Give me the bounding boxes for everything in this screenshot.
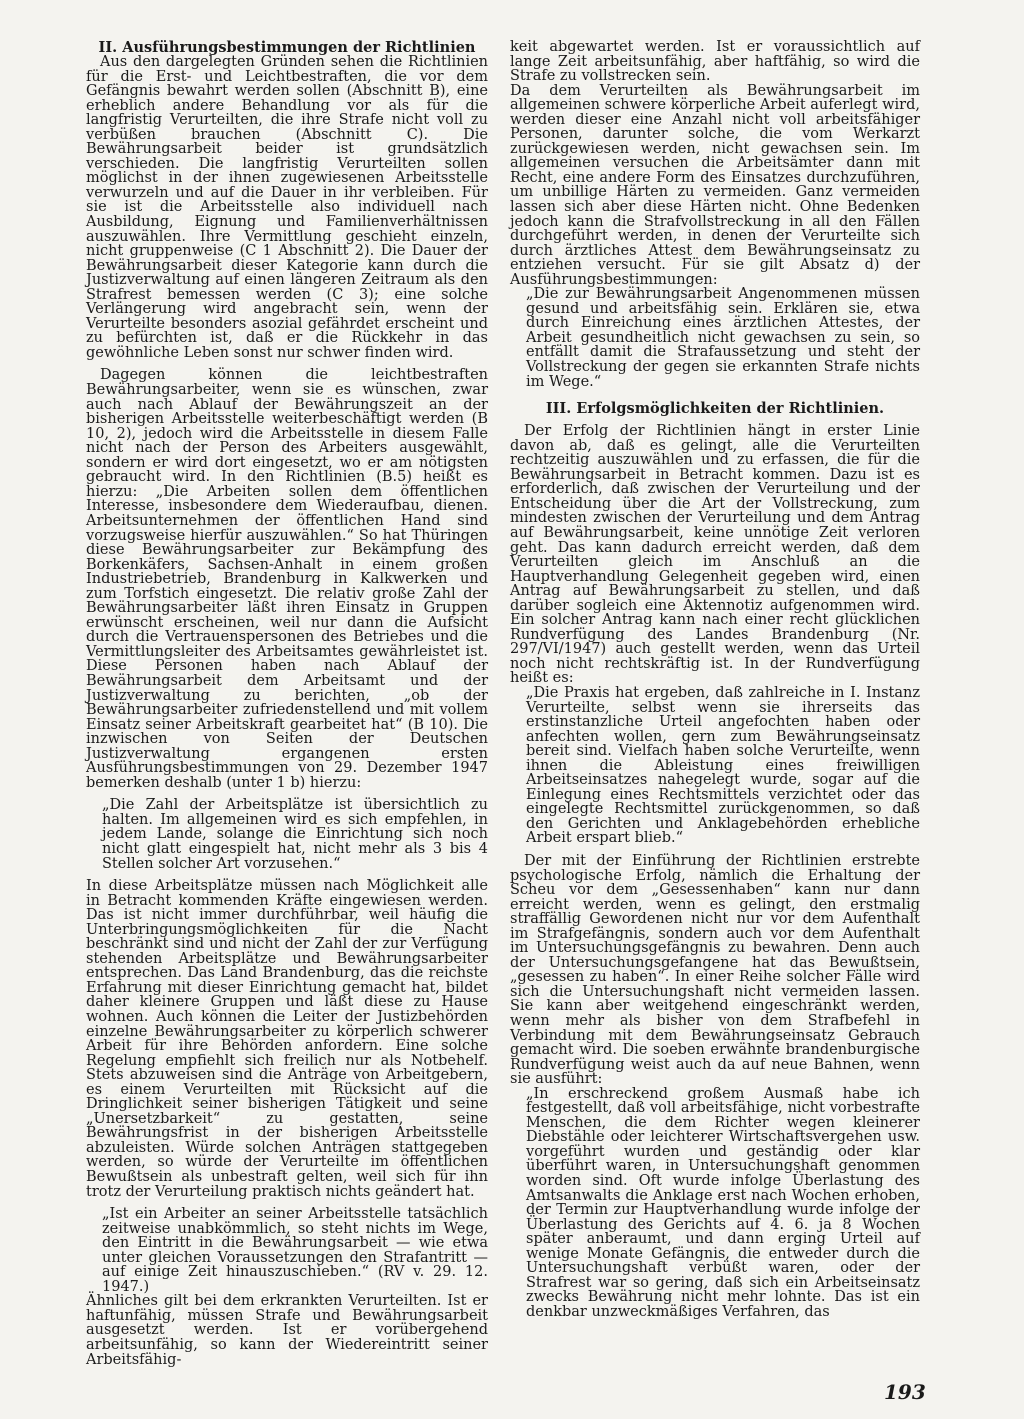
paragraph: keit abgewartet werden. Ist er voraussichtlich auf lange Zeit arbeitsunfähig, aber haftfähig, so wird die Strafe zu vollstrecken sein. [510,39,920,85]
paragraph: Der Erfolg der Richtlinien hängt in erster Linie davon ab, daß es gelingt, alle die Verurteilten rechtzeitig auszuwählen und zu erfassen, die für die Bewährungsarbeit in Betracht kommen. Dazu ist es erforderlich, daß zwischen der Verurteilung und der Entscheidung über die Art der Vollstreckung, zum mindesten zwischen der Verurteilung und dem Antrag auf Bewährungsarbeit, keine unnötige Zeit verloren geht. Das kann dadurch erreicht werden, daß dem Verurteilten gleich im Anschluß an die Hauptverhandlung Gelegenheit gegeben wird, einen Antrag auf Bewährungsarbeit zu stellen, und daß darüber sogleich eine Aktennotiz aufgenommen wird. Ein solcher Antrag kann nach einer recht glücklichen Rundverfügung des Landes Brandenburg (Nr. 297/VI/1947) auch gestellt werden, wenn das Urteil noch nicht rechtskräftig ist. In der Rundverfügung heißt es: [510,423,920,687]
block-quote: „In erschreckend großem Ausmaß habe ich festgestellt, daß voll arbeitsfähige, nicht vorbestrafte Menschen, die dem Richter wegen kleinerer Diebstähle oder leichterer Wirtschaftsvergehen usw. vorgeführt wurden und geständig oder klar überführt waren, in Untersuchungshaft genommen worden sind. Oft wurde infolge Überlastung des Amtsanwalts die Anklage erst nach Wochen erhoben, der Termin zur Hauptverhandlung wurde infolge der Überlastung des Gerichts auf 4. 6. ja 8 Wochen später anberaumt, und dann erging Urteil auf wenige Monate Gefängnis, die entweder durch die Untersuchungshaft verbüßt waren, oder der Strafrest war so gering, daß sich ein Arbeitseinsatz zwecks Bewährung nicht mehr lohnte. Das ist ein denkbar unzweckmäßiges Verfahren, das [526,1085,920,1320]
paragraph: Der mit der Einführung der Richtlinien erstrebte psychologische Erfolg, nämlich die Erhaltung der Scheu vor dem „Gesessenhaben“ kann nur dann erreicht werden, wenn es gelingt, den erstmalig straffällig Gewordenen nicht nur vor dem Aufenthalt im Strafgefängnis, sondern auch vor dem Aufenthalt im Untersuchungsgefängnis zu bewahren. Denn auch der Untersuchungsgefangene hat das Bewußtsein, „gesessen zu haben“. In einer Reihe solcher Fälle wird sich die Untersuchungshaft nicht vermeiden lassen. Sie kann aber weitgehend eingeschränkt werden, wenn mehr als bisher von dem Strafbefehl in Verbindung mit dem Bewährungseinsatz Gebrauch gemacht wird. Die soeben erwähnte brandenburgische Rundverfügung weist auch da auf neue Bahnen, wenn sie ausführt: [510,852,920,1088]
section-heading-iii: III. Erfolgsmöglichkeiten der Richtlinien. [545,400,885,418]
paragraph: In diese Arbeitsplätze müssen nach Möglichkeit alle in Betracht kommenden Kräfte eingewiesen werden. Das ist nicht immer durchführbar, weil häufig die Unterbringungsmöglichkeiten für die Nacht beschränkt sind und nicht der Zahl der zur Verfügung stehenden Arbeitsplätze und Bewährungsarbeiter entsprechen. Das Land Brandenburg, das die reichste Erfahrung mit dieser Einrichtung gemacht hat, bildet daher kleinere Gruppen und läßt diese zu Hause wohnen. Auch können die Leiter der Justizbehörden einzelne Bewährungsarbeiter zu körperlich schwerer Arbeit für ihre Behörden anfordern. Eine solche Regelung empfiehlt sich freilich nur als Notbehelf. Stets abzuweisen sind die Anträge von Arbeitgebern, es einem Verurteilten mit Rücksicht auf die Dringlichkeit seiner bisherigen Tätigkeit und seine „Unersetzbarkeit“ zu gestatten, seine Bewährungsfrist in der bisherigen Arbeitsstelle abzuleisten. Würde solchen Anträgen stattgegeben werden, so würde der Verurteilte im öffentlichen Bewußtsein als unbestraft gelten, weil sich für ihn trotz der Verurteilung praktisch nichts geändert hat. [86,878,488,1200]
left-column [86,40,488,1367]
paragraph: Ähnliches gilt bei dem erkrankten Verurteilten. Ist er haftunfähig, müssen Strafe und Bewährungsarbeit ausgesetzt werden. Ist er vorübergehend arbeitsunfähig, so kann der Wiedereintritt seiner Arbeitsfähig- [86,1293,488,1368]
block-quote: „Die Praxis hat ergeben, daß zahlreiche in I. Instanz Verurteilte, selbst wenn sie ihrerseits das erstinstanzliche Urteil angefochten haben oder anfechten wollen, gern zum Bewährungseinsatz bereit sind. Vielfach haben solche Verurteilte, wenn ihnen die Ableistung eines freiwilligen Arbeitseinsatzes nahegelegt wurde, sogar auf die Einlegung eines Rechtsmittels verzichtet oder das eingelegte Rechtsmittel zurückgenommen, so daß den Gerichten und Anklagebehörden erhebliche Arbeit erspart blieb.“ [526,684,920,847]
page-number: 193 [884,1380,926,1404]
paragraph: Aus den dargelegten Gründen sehen die Richtlinien für die Erst- und Leichtbestraften, die vor dem Gefängnis bewahrt werden sollen (Abschnitt B), eine erheblich andere Behandlung vor als für die langfristig Verurteilten, die ihre Strafe nicht voll zu verbüßen brauchen (Abschnitt C). Die Bewährungsarbeit beider ist grundsätzlich verschieden. Die langfristig Verurteilten sollen möglichst in der ihnen zugewiesenen Arbeitsstelle verwurzeln und auf die Dauer in ihr verbleiben. Für sie ist die Arbeitsstelle also individuell nach Ausbildung, Eignung und Familienverhältnissen auszuwählen. Ihre Vermittlung geschieht einzeln, nicht gruppenweise (C 1 Abschnitt 2). Die Dauer der Bewährungsarbeit dieser Kategorie kann durch die Justizverwaltung auf einen längeren Zeitraum als den Strafrest bemessen werden (C 3); eine solche Verlängerung wird angebracht sein, wenn der Verurteilte besonders asozial gefährdet erscheint und zu befürchten ist, daß er die Rückkehr in das gewöhnliche Leben sonst nur schwer finden wird. [86,54,488,361]
block-quote: „Die zur Bewährungsarbeit Angenommenen müssen gesund und arbeitsfähig sein. Erklären sie, etwa durch Einreichung eines ärztlichen Attestes, der Arbeit gesundheitlich nicht gewachsen zu sein, so entfällt damit die Strafaussetzung und steht der Vollstreckung der gegen sie erkannten Strafe nichts im Wege.“ [526,286,920,390]
section-heading-ii: II. Ausführungsbestimmungen der Richtlinien [98,39,476,56]
paragraph: Dagegen können die leichtbestraften Bewährungsarbeiter, wenn sie es wünschen, zwar auch nach Ablauf der Bewährungszeit an der bisherigen Arbeitsstelle weiterbeschäftigt werden (B 10, 2), jedoch wird die Arbeitsstelle in diesem Falle nicht nach der Person des Arbeiters ausgewählt, sondern er wird dort eingesetzt, wo er am nötigsten gebraucht wird. In den Richtlinien (B.5) heißt es hierzu: „Die Arbeiten sollen dem öffentlichen Interesse, insbesondere dem Wiederaufbau, dienen. Arbeitsunternehmen der öffentlichen Hand sind vorzugsweise hierfür auszuwählen.“ So hat Thüringen diese Bewährungsarbeiter zur Bekämpfung des Borkenkäfers, Sachsen-Anhalt in einem großen Industriebetrieb, Brandenburg in Kalkwerken und zum Torfstich eingesetzt. Die relativ große Zahl der Bewährungsarbeiter läßt ihren Einsatz in Gruppen erwünscht erscheinen, weil nur dann die Aufsicht durch die Vertrauenspersonen des Betriebes und die Vermittlungsleiter des Arbeitsamtes gewährleistet ist. Diese Personen haben nach Ablauf der Bewährungsarbeit dem Arbeitsamt und der Justizverwaltung zu berichten, „ob der Bewährungsarbeiter zufriedenstellend und mit vollem Einsatz seiner Arbeitskraft gearbeitet hat“ (B 10). Die inzwischen von Seiten der Deutschen Justizverwaltung ergangenen ersten Ausführungsbestimmungen von 29. Dezember 1947 bemerken deshalb (unter 1 b) hierzu: [86,367,488,791]
block-quote: „Ist ein Arbeiter an seiner Arbeitsstelle tatsächlich zeitweise unabkömmlich, so steht nichts im Wege, den Eintritt in die Bewährungsarbeit — wie etwa unter gleichen Voraussetzungen den Strafantritt — auf einige Zeit hinauszuschieben.“ (RV v. 29. 12. 1947.) [102,1206,488,1295]
right-column [510,40,920,1319]
block-quote: „Die Zahl der Arbeitsplätze ist übersichtlich zu halten. Im allgemeinen wird es sich empfehlen, in jedem Lande, solange die Einrichtung sich noch nicht glatt eingespielt hat, nicht mehr als 3 bis 4 Stellen solcher Art vorzusehen.“ [102,797,488,872]
paragraph: Da dem Verurteilten als Bewährungsarbeit im allgemeinen schwere körperliche Arbeit auferlegt wird, werden dieser eine Anzahl nicht voll arbeitsfähiger Personen, darunter solche, die vom Werkarzt zurückgewiesen werden, nicht gewachsen sein. Im allgemeinen versuchen die Arbeitsämter dann mit Recht, eine andere Form des Einsatzes durchzuführen, um unbillige Härten zu vermeiden. Ganz vermeiden lassen sich aber diese Härten nicht. Ohne Bedenken jedoch kann die Strafvollstreckung in all den Fällen durchgeführt werden, in denen der Verurteilte sich durch ärztliches Attest dem Bewährungseinsatz zu entziehen versucht. Für sie gilt Absatz d) der Ausführungsbestimmungen: [510,82,920,288]
